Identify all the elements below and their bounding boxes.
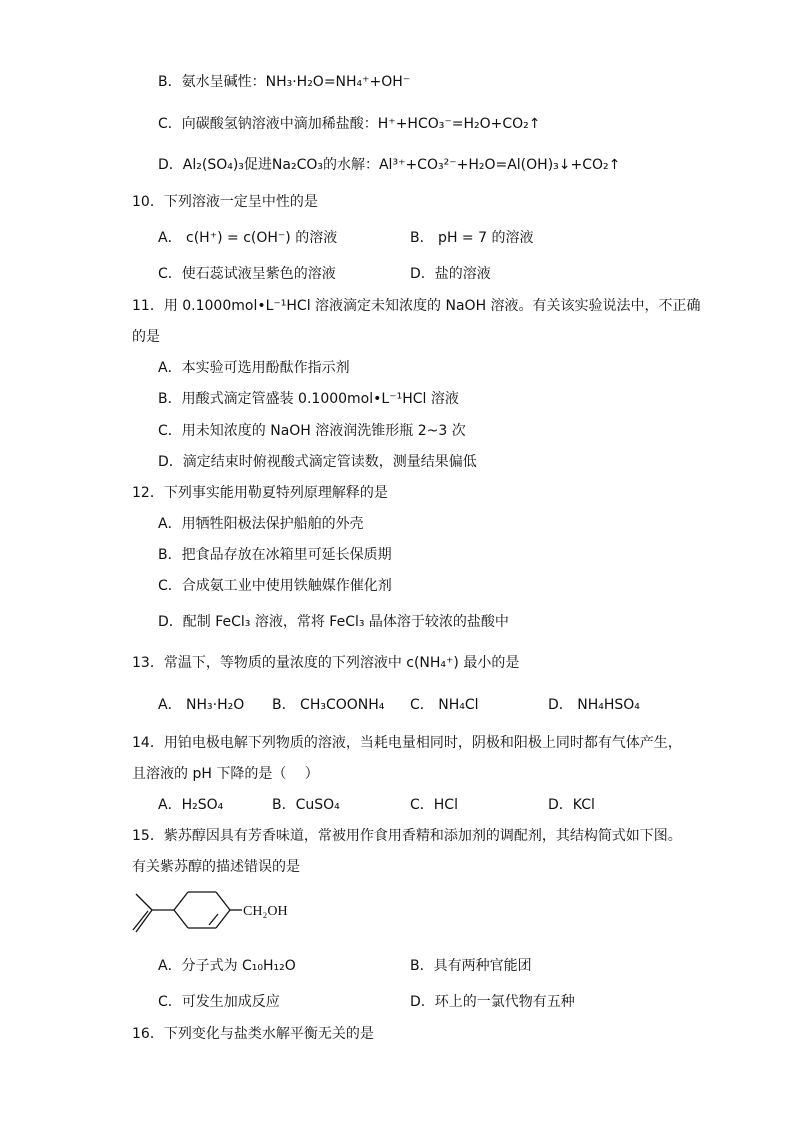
q11-option-d: D．滴定结束时俯视酸式滴定管读数，测量结果偏低 [158, 454, 477, 470]
bond-vinyl-double [133, 911, 148, 930]
q11-option-a: A．本实验可选用酚酞作指示剂 [158, 360, 350, 376]
q14-option-d: D．KCl [548, 797, 595, 813]
question-11-line-1: 11．用 0.1000mol•L⁻¹HCl 溶液滴定未知浓度的 NaOH 溶液。有关该实验说法中，不正确 [132, 298, 701, 314]
ring-double-bond [209, 914, 218, 925]
q9-option-d: D．Al₂(SO₄)₃促进Na₂CO₃的水解：Al³⁺+CO₃²⁻+H₂O=Al(OH)₃↓+CO₂↑ [158, 157, 621, 173]
question-10: 10．下列溶液一定呈中性的是 [132, 194, 318, 210]
question-16: 16．下列变化与盐类水解平衡无关的是 [132, 1026, 374, 1042]
q14-option-a: A．H₂SO₄ [158, 797, 224, 813]
question-14-line-2: 且溶液的 pH 下降的是（ ） [132, 766, 319, 782]
q12-option-d: D．配制 FeCl₃ 溶液，常将 FeCl₃ 晶体溶于较浓的盐酸中 [158, 614, 509, 630]
q12-option-c: C．合成氨工业中使用铁触媒作催化剂 [158, 578, 392, 594]
q11-option-c: C．用未知浓度的 NaOH 溶液润洗锥形瓶 2~3 次 [158, 423, 466, 439]
q12-option-a: A．用牺牲阳极法保护船舶的外壳 [158, 516, 364, 532]
q10-option-d: D．盐的溶液 [410, 266, 491, 282]
q10-option-c: C．使石蕊试液呈紫色的溶液 [158, 266, 336, 282]
q10-option-a: A． c(H⁺) = c(OH⁻) 的溶液 [158, 230, 338, 246]
q9-option-b: B．氨水呈碱性：NH₃·H₂O=NH₄⁺+OH⁻ [158, 74, 411, 90]
q15-option-c: C．可发生加成反应 [158, 994, 280, 1010]
ch2oh-label: CH₂OH [243, 904, 288, 919]
perillyl-alcohol-structure [130, 884, 310, 940]
q14-option-c: C．HCl [410, 797, 458, 813]
question-13: 13．常温下，等物质的量浓度的下列溶液中 c(NH₄⁺) 最小的是 [132, 655, 520, 671]
bond-vinyl [136, 910, 152, 932]
question-12: 12．下列事实能用勒夏特列原理解释的是 [132, 485, 388, 501]
q15-option-a: A．分子式为 C₁₀H₁₂O [158, 958, 296, 974]
ring-bond-3 [216, 892, 230, 910]
question-11-line-2: 的是 [132, 329, 160, 345]
bond-methyl [136, 894, 152, 910]
question-14-line-1: 14．用铂电极电解下列物质的溶液，当耗电量相同时，阴极和阳极上同时都有气体产生， [132, 735, 682, 751]
ring-bond-4 [216, 910, 230, 928]
ring-bond-1 [174, 892, 188, 910]
q15-option-d: D．环上的一氯代物有五种 [410, 994, 575, 1010]
q14-option-b: B．CuSO₄ [272, 797, 340, 813]
ring-bond-6 [174, 910, 188, 928]
q15-option-b: B．具有两种官能团 [410, 958, 532, 974]
question-15-line-2: 有关紫苏醇的描述错误的是 [132, 859, 300, 875]
q11-option-b: B．用酸式滴定管盛装 0.1000mol•L⁻¹HCl 溶液 [158, 391, 459, 407]
q13-option-d: D． NH₄HSO₄ [548, 697, 640, 713]
q12-option-b: B．把食品存放在冰箱里可延长保质期 [158, 547, 392, 563]
q13-option-a: A． NH₃·H₂O [158, 697, 245, 713]
q9-option-c: C．向碳酸氢钠溶液中滴加稀盐酸：H⁺+HCO₃⁻=H₂O+CO₂↑ [158, 116, 541, 132]
q13-option-b: B． CH₃COONH₄ [272, 697, 385, 713]
q13-option-c: C． NH₄Cl [410, 697, 479, 713]
question-15-line-1: 15．紫苏醇因具有芳香味道，常被用作食用香精和添加剂的调配剂，其结构简式如下图。 [132, 828, 682, 844]
q10-option-b: B． pH = 7 的溶液 [410, 230, 534, 246]
